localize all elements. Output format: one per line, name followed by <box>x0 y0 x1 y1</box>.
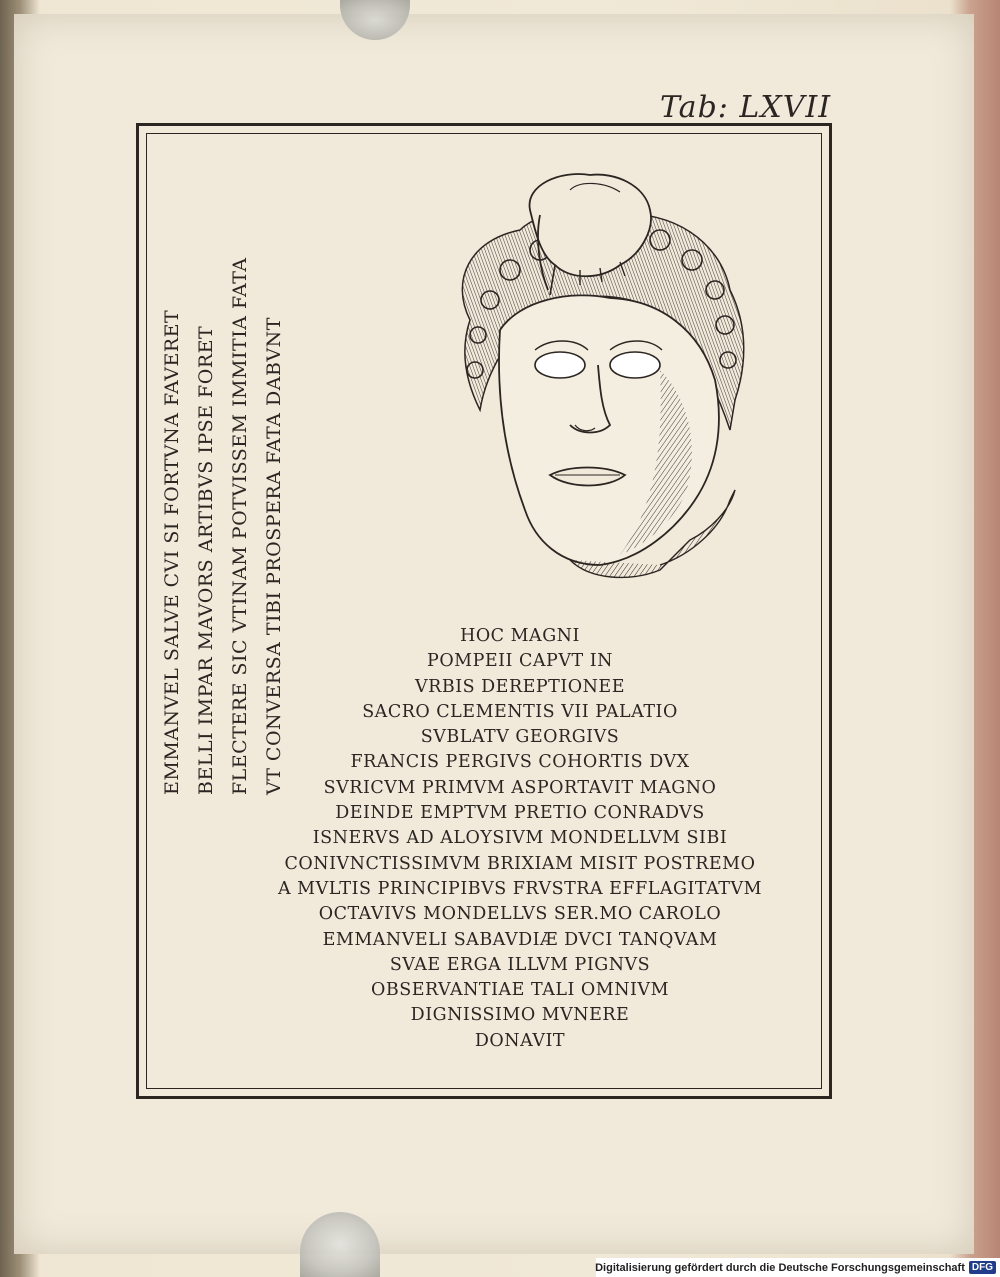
inscription-line: DONAVIT <box>474 1030 566 1051</box>
inscription-line: OBSERVANTIAE TALI OMNIVM <box>371 980 669 1001</box>
footer-credit: Digitalisierung gefördert durch die Deutsche Forschungsgemeinschaft <box>595 1261 965 1274</box>
inscription-line: ISNERVS AD ALOYSIVM MONDELLVM SIBI <box>312 828 728 849</box>
inscription-line: DEINDE EMPTVM PRETIO CONRADVS <box>335 803 705 824</box>
inscription-line: SVAE ERGA ILLVM PIGNVS <box>389 954 651 975</box>
dfg-logo: DFG <box>969 1261 996 1274</box>
head-engraving <box>430 170 760 590</box>
vertical-inscription-line: EMMANVEL SALVE CVI SI FORTVNA FAVERET <box>161 309 183 795</box>
vertical-inscription-line: BELLI IMPAR MAVORS ARTIBVS IPSE FORET <box>195 325 217 795</box>
inscription-line: DIGNISSIMO MVNERE <box>410 1005 630 1026</box>
inscription-line: SVRICVM PRIMVM ASPORTAVIT MAGNO <box>323 777 717 798</box>
head-icon <box>430 170 760 590</box>
inscription-line: OCTAVIVS MONDELLVS SER.MO CAROLO <box>318 904 722 925</box>
inscription-line: POMPEII CAPVT IN <box>427 651 613 672</box>
plate-label: Tab: LXVII <box>660 90 832 125</box>
inscription-line: A MVLTIS PRINCIPIBVS FRVSTRA EFFLAGITATVM <box>277 878 762 899</box>
main-inscription <box>200 624 840 1054</box>
inscription-line: HOC MAGNI <box>460 626 580 646</box>
inscription-line: SACRO CLEMENTIS VII PALATIO <box>362 701 678 722</box>
inscription-line: FRANCIS PERGIVS COHORTIS DVX <box>350 752 690 773</box>
inscription-line: SVBLATV GEORGIVS <box>420 727 620 748</box>
digitization-footer <box>596 1258 1000 1277</box>
inscription-line: VRBIS DEREPTIONEE <box>415 676 625 697</box>
vertical-inscription-line: FLECTERE SIC VTINAM POTVISSEM IMMITIA FATA <box>229 257 251 795</box>
inscription-line: CONIVNCTISSIMVM BRIXIAM MISIT POSTREMO <box>284 853 756 874</box>
vertical-inscription-line: VT CONVERSA TIBI PROSPERA FATA DABVNT <box>263 317 285 795</box>
inscription-line: EMMANVELI SABAVDIÆ DVCI TANQVAM <box>322 929 718 950</box>
